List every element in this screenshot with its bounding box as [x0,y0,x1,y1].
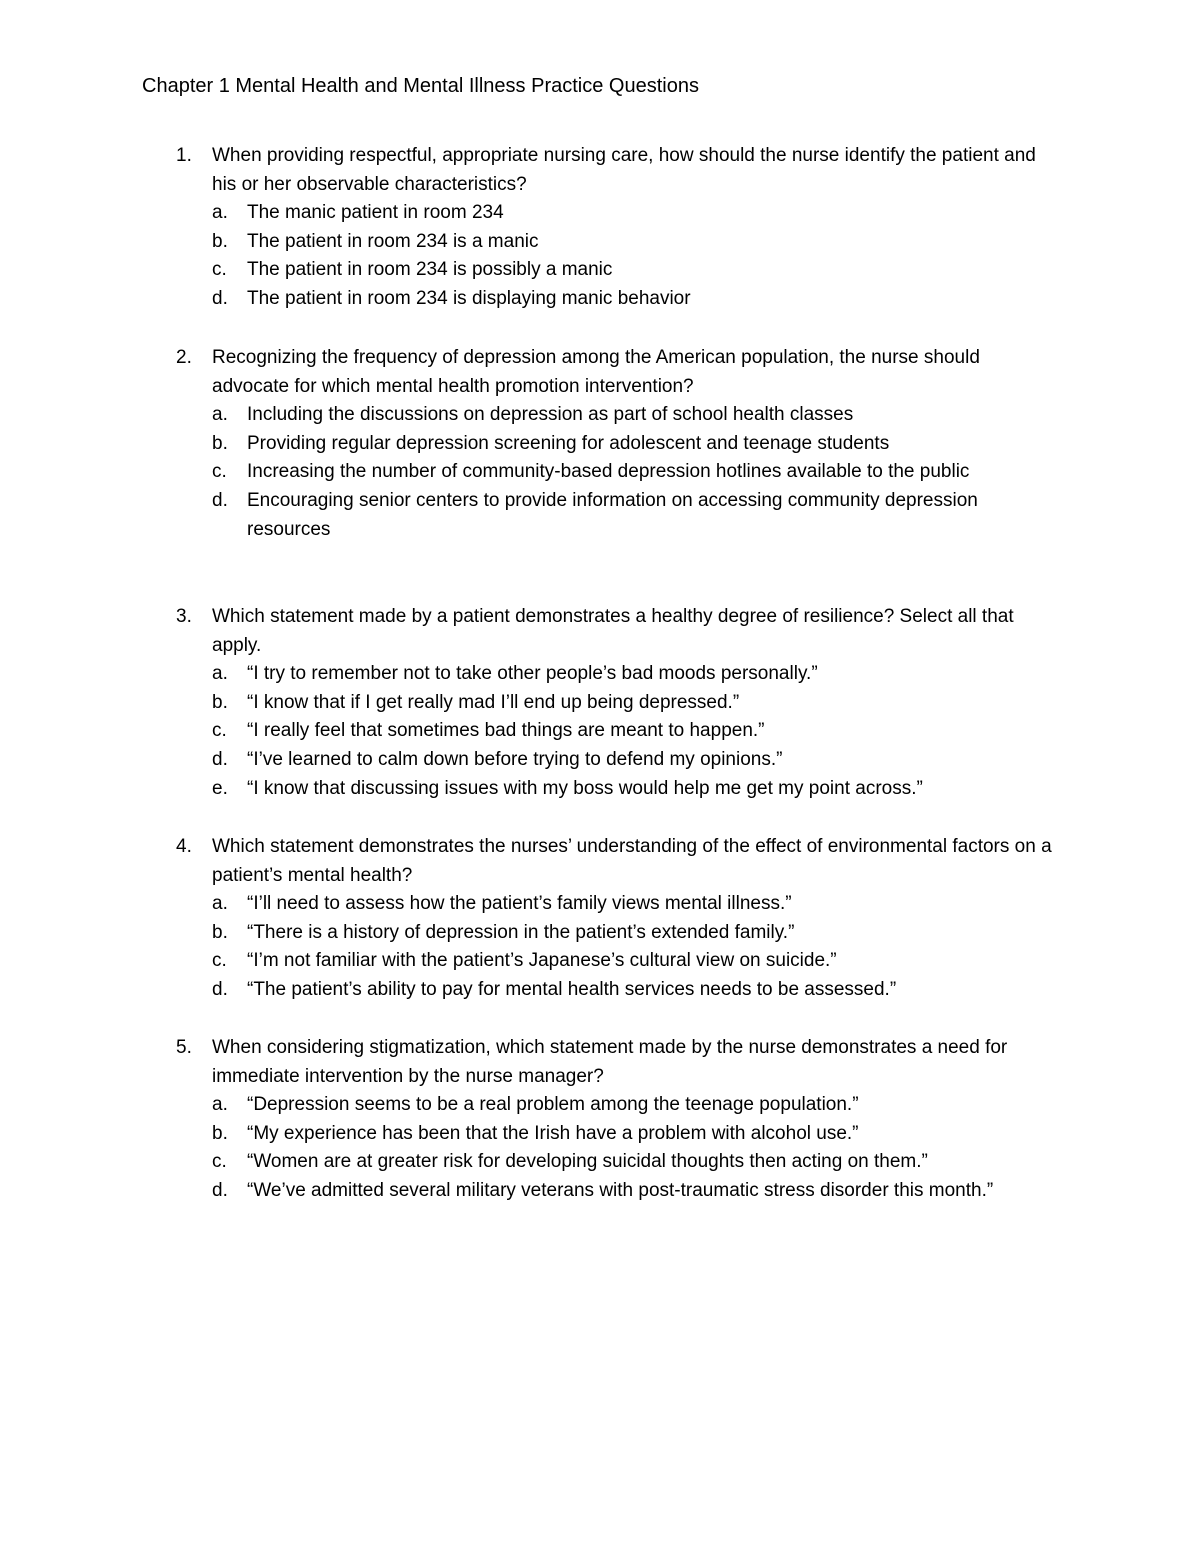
answer-option [176,458,1062,487]
option-letter: c. [212,461,227,483]
option-letter: c. [212,259,227,281]
option-text: Encouraging senior centers to provide information on accessing community depression resources [247,489,978,540]
answer-option [176,228,1062,257]
option-text: “I know that discussing issues with my boss would help me get my point across.” [247,777,923,799]
answer-option [176,689,1062,718]
option-text: The manic patient in room 234 [247,202,504,224]
option-letter: c. [212,1151,227,1173]
page-title: Chapter 1 Mental Health and Mental Illness Practice Questions [142,75,699,97]
question-text: When considering stigmatization, which statement made by the nurse demonstrates a need for immediate intervention by the nurse manager? [212,1037,1008,1087]
answer-option [176,1177,1062,1206]
question-2 [176,344,1076,544]
question-3 [176,603,1076,803]
answer-option [176,717,1062,746]
option-text: “I really feel that sometimes bad things are meant to happen.” [247,720,765,742]
question-number: 3. [176,606,192,627]
option-letter: c. [212,950,227,972]
answer-option [176,285,1062,314]
answer-option [176,1120,1062,1149]
answer-option [176,430,1062,459]
option-text: “My experience has been that the Irish have a problem with alcohol use.” [247,1122,859,1144]
option-text: “I try to remember not to take other people’s bad moods personally.” [247,663,818,685]
option-letter: a. [212,1094,228,1116]
answer-options [176,1091,1076,1205]
answer-options [176,401,1076,544]
answer-option [176,1148,1062,1177]
question-number: 5. [176,1037,192,1058]
answer-option [176,947,1062,976]
answer-option [176,890,1062,919]
answer-options [176,199,1076,313]
option-letter: d. [212,287,228,309]
answer-option [176,919,1062,948]
option-letter: d. [212,978,228,1000]
option-letter: d. [212,489,228,511]
option-letter: b. [212,691,228,713]
option-text: “I’ll need to assess how the patient’s family views mental illness.” [247,893,792,915]
option-letter: e. [212,777,228,799]
option-text: “I’m not familiar with the patient’s Japanese’s cultural view on suicide.” [247,950,837,972]
question-number: 2. [176,347,192,368]
answer-option [176,256,1062,285]
answer-option [176,1091,1062,1120]
option-text: “I know that if I get really mad I’ll end up being depressed.” [247,691,740,713]
question-text: Which statement demonstrates the nurses’ understanding of the effect of environmental factors on a patient’s mental health? [212,836,1052,886]
option-letter: a. [212,404,228,426]
question-text: Which statement made by a patient demonstrates a healthy degree of resilience? Select all that apply. [212,606,1014,656]
option-text: “There is a history of depression in the patient’s extended family.” [247,921,795,943]
option-letter: c. [212,720,227,742]
question-number: 1. [176,145,192,166]
option-text: “I’ve learned to calm down before trying to defend my opinions.” [247,748,783,770]
option-letter: a. [212,663,228,685]
answer-option [176,401,1062,430]
option-text: Including the discussions on depression as part of school health classes [247,404,854,426]
question-number: 4. [176,836,192,857]
option-letter: b. [212,432,228,454]
question-4 [176,833,1076,1005]
option-letter: a. [212,893,228,915]
question-1 [176,142,1076,314]
option-letter: b. [212,921,228,943]
option-letter: b. [212,1122,228,1144]
answer-option [176,775,1062,804]
option-text: “Women are at greater risk for developing suicidal thoughts then acting on them.” [247,1151,928,1173]
answer-option [176,199,1062,228]
answer-option [176,660,1062,689]
option-letter: d. [212,748,228,770]
question-text: When providing respectful, appropriate nursing care, how should the nurse identify the patient and his or her observable characteristics? [212,145,1036,195]
answer-options [176,890,1076,1004]
option-text: The patient in room 234 is possibly a manic [247,259,613,281]
option-text: The patient in room 234 is displaying manic behavior [247,287,691,309]
answer-option [176,487,1062,544]
answer-option [176,976,1062,1005]
option-text: “The patient’s ability to pay for mental health services needs to be assessed.” [247,978,897,1000]
option-letter: d. [212,1179,228,1201]
option-text: “We’ve admitted several military veterans with post-traumatic stress disorder this month.” [247,1179,994,1201]
answer-options [176,660,1076,803]
option-text: “Depression seems to be a real problem among the teenage population.” [247,1094,859,1116]
question-text: Recognizing the frequency of depression among the American population, the nurse should advocate for which mental health promotion intervention? [212,347,980,397]
question-5 [176,1034,1076,1206]
answer-option [176,746,1062,775]
option-letter: b. [212,230,228,252]
option-text: Increasing the number of community-based depression hotlines available to the public [247,461,970,483]
option-letter: a. [212,202,228,224]
option-text: The patient in room 234 is a manic [247,230,539,252]
option-text: Providing regular depression screening for adolescent and teenage students [247,432,890,454]
